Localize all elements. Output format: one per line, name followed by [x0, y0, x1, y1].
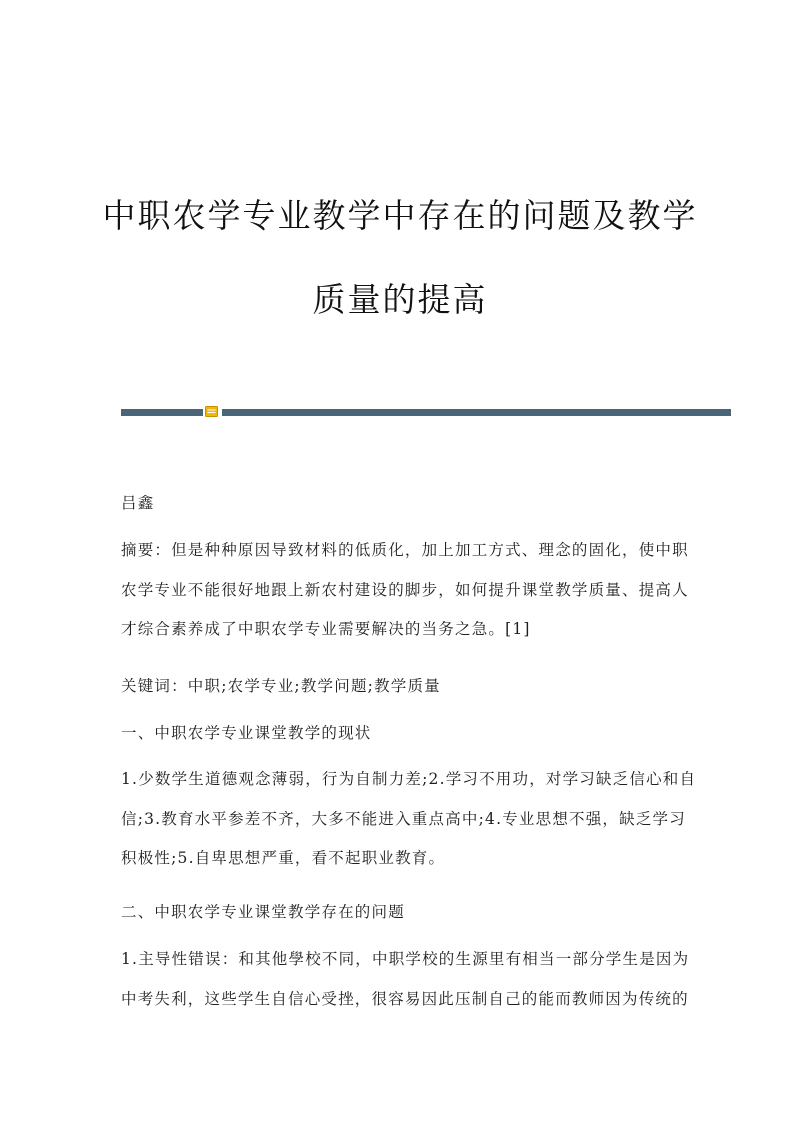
abstract-line: 摘要：但是种种原因导致材料的低质化，加上加工方式、理念的固化，使中职 [121, 541, 689, 559]
body-line: 积极性;5.自卑思想严重，看不起职业教育。 [121, 849, 446, 867]
section-2-heading: 二、中职农学专业课堂教学存在的问题 [121, 903, 405, 921]
document-icon [205, 406, 218, 417]
body-line: 1.少数学生道德观念薄弱，行为自制力差;2.学习不用功，对学习缺乏信心和自 [121, 770, 697, 788]
title-line-1: 中职农学专业教学中存在的问题及教学 [102, 196, 698, 235]
abstract-line: 才综合素养成了中职农学专业需要解决的当务之急。[1] [121, 620, 531, 638]
divider-bar-left [121, 409, 203, 416]
section-1-body [121, 760, 701, 879]
divider-bar-right [222, 409, 731, 416]
title-line-2: 质量的提高 [312, 280, 488, 319]
body-line: 1.主导性错误：和其他學校不同，中职学校的生源里有相当一部分学生是因为 [121, 950, 690, 968]
abstract-line: 农学专业不能很好地跟上新农村建设的脚步，如何提升课堂教学质量、提高人 [121, 580, 689, 599]
section-1-heading: 一、中职农学专业课堂教学的现状 [121, 724, 372, 742]
body-line: 信;3.教育水平参差不齐，大多不能进入重点高中;4.专业思想不强，缺乏学习 [121, 809, 686, 828]
author-name: 吕鑫 [121, 494, 155, 512]
section-2-body [121, 940, 701, 1019]
abstract [121, 531, 701, 650]
keywords: 关键词：中职;农学专业;教学问题;教学质量 [121, 677, 441, 695]
body-line: 中考失利，这些学生自信心受挫，很容易因此压制自己的能而教师因为传统的 [121, 989, 689, 1008]
